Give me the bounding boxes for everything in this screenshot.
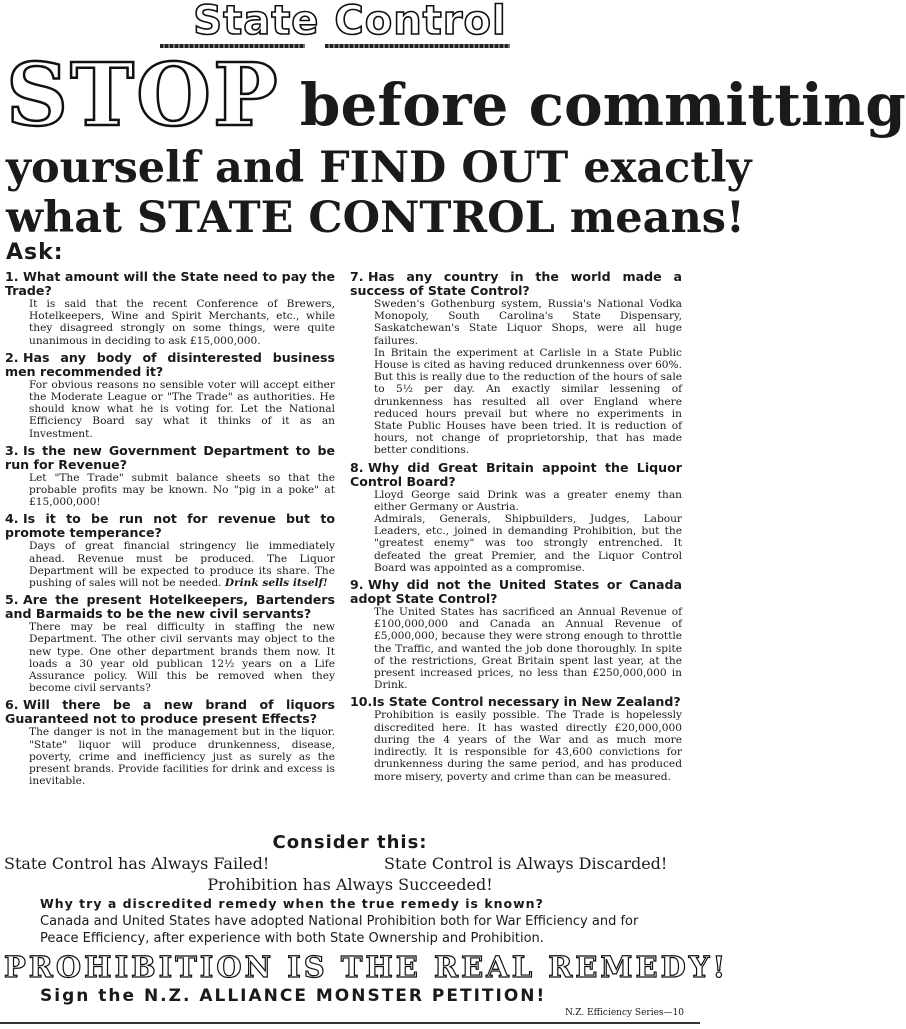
question-body: There may be real difficulty in staffing the new Department. The other civil servants may object to the new type. One other department brands them now. It loads a 30 year old publican 12½ years on a Life Assurance policy. Will this be removed when they become civil servants? <box>29 621 335 695</box>
question-body: For obvious reasons no sensible voter will accept either the Moderate League or "The Trade" as authorities. He should know what he is voting for. Let the National Efficiency Board say what it thinks of it as an Investment. <box>29 378 335 440</box>
fact-state-control-failed: State Control has Always Failed! <box>4 854 270 873</box>
question-8 <box>350 461 682 574</box>
question-body-2: Admirals, Generals, Shipbuilders, Judges, Labour Leaders, etc., joined in demanding Prohibition, but the "greatest enemy" was too strongly entrenched. It defeated the great Premier, and the Liquor Control Board was appointed as a compromise. <box>374 513 682 574</box>
question-number: 4. <box>5 511 19 527</box>
question-7 <box>350 270 682 457</box>
question-body: Sweden's Gothenburg system, Russia's National Vodka Monopoly, South Carolina's State Dispensary, Saskatchewan's State Liquor Shops, were all huge failures. <box>374 298 682 347</box>
question-number: 8. <box>350 459 364 475</box>
headline-line-3: what STATE CONTROL means! <box>6 193 745 243</box>
question-3 <box>5 444 335 509</box>
question-number: 5. <box>5 592 19 608</box>
headline-line-2: yourself and FIND OUT exactly <box>6 143 752 193</box>
headline-line-1 <box>6 45 906 146</box>
question-5 <box>5 593 335 694</box>
question-number: 9. <box>350 577 364 593</box>
question-heading: Are the present Hotelkeepers, Bartenders and Barmaids to be the new civil servants? <box>5 592 335 622</box>
question-2 <box>5 351 335 440</box>
why-line: Why try a discredited remedy when the true remedy is known? <box>40 896 544 911</box>
bottom-rule <box>0 1022 700 1024</box>
fact-prohibition-succeeded: Prohibition has Always Succeeded! <box>207 875 493 894</box>
question-body: The United States has sacrificed an Annual Revenue of £100,000,000 and Canada an Annual Revenue of £5,000,000, because they were strong enough to throttle the Traffic, and wanted the job done thoroughly. In spite of the restrictions, Great Britain spent last year, at the present increased prices, no less than £250,000,000 in Drink. <box>374 606 682 692</box>
questions-column-left <box>5 270 335 791</box>
question-9 <box>350 578 682 691</box>
question-number: 7. <box>350 269 364 284</box>
question-number: 3. <box>5 442 19 458</box>
question-6 <box>5 698 335 787</box>
headline-line-1-rest: before committing <box>299 71 906 139</box>
question-heading: Is the new Government Department to be run for Revenue? <box>5 442 335 472</box>
question-body: The danger is not in the management but in the liquor. "State" liquor will produce drunkenness, disease, poverty, crime and inefficiency just as surely as the present brands. Provide facilities for drink and excess is inevitable. <box>29 726 335 788</box>
sign-petition-line: Sign the N.Z. ALLIANCE MONSTER PETITION! <box>40 986 547 1006</box>
ask-label: Ask: <box>6 240 64 265</box>
question-heading: Why did Great Britain appoint the Liquor Control Board? <box>350 459 682 489</box>
question-heading: Has any body of disinterested business men recommended it? <box>5 349 335 379</box>
consider-heading: Consider this: <box>272 832 428 853</box>
headline-stop: STOP <box>6 45 280 146</box>
question-4 <box>5 512 335 589</box>
question-heading: Is State Control necessary in New Zealand? <box>372 694 681 710</box>
question-number: 1. <box>5 269 19 284</box>
question-number: 2. <box>5 349 19 365</box>
questions-column-right <box>350 270 682 787</box>
question-heading: Why did not the United States or Canada adopt State Control? <box>350 577 682 607</box>
question-emphasis: Drink sells itself! <box>224 577 328 590</box>
question-body: It is said that the recent Conference of Brewers, Hotelkeepers, Wine and Spirit Merchants, etc., while they disagreed strongly on some things, were quite unanimous in deciding to ask £15,000,000. <box>29 298 335 347</box>
masthead-rule-right <box>325 44 510 48</box>
fact-state-control-discarded: State Control is Always Discarded! <box>384 854 668 873</box>
question-body: Days of great financial stringency lie immediately ahead. Revenue must be produced. The Liquor Department will be expected to produce its share. The pushing of sales will not be needed. <box>29 540 335 590</box>
question-number: 6. <box>5 697 19 713</box>
canada-line: Canada and United States have adopted National Prohibition both for War Efficiency and for Peace Efficiency, after experience with both State Ownership and Prohibition. <box>40 914 639 946</box>
question-1 <box>5 270 335 347</box>
question-body: Prohibition is easily possible. The Trade is hopelessly discredited here. It has wasted directly £20,000,000 during the 4 years of the War and as much more indirectly. It is responsible for 43,600 convictions for drunkenness during the same period, and has produced more misery, poverty and crime than can be measured. <box>374 709 682 783</box>
real-remedy-banner: PROHIBITION IS THE REAL REMEDY! <box>4 950 729 984</box>
question-heading: What amount will the State need to pay the Trade? <box>5 269 335 298</box>
question-heading: Has any country in the world made a success of State Control? <box>350 269 682 298</box>
series-footer: N.Z. Efficiency Series—10 <box>565 1008 684 1018</box>
masthead-title: State Control <box>193 0 507 44</box>
question-10 <box>350 695 682 782</box>
question-heading: Is it to be run not for revenue but to promote temperance? <box>5 511 335 541</box>
question-heading: Will there be a new brand of liquors Guaranteed not to produce present Effects? <box>5 697 335 727</box>
question-number: 10. <box>350 694 373 710</box>
question-body: Let "The Trade" submit balance sheets so that the probable profits may be known. No "pig in a poke" at £15,000,000! <box>29 471 335 509</box>
question-body-2: In Britain the experiment at Carlisle in a State Public House is cited as having reduced drunkenness over 60%. But this is really due to the reduction of the hours of sale to 5½ per day. An exactly similar lessening of drunkenness has resulted all over England where reduced hours prevail but where no experiments in State Public Houses have been tried. It is reduction of hours, not change of proprietorship, that has made better conditions. <box>374 346 682 457</box>
question-body: Lloyd George said Drink was a greater enemy than either Germany or Austria. <box>374 488 682 513</box>
